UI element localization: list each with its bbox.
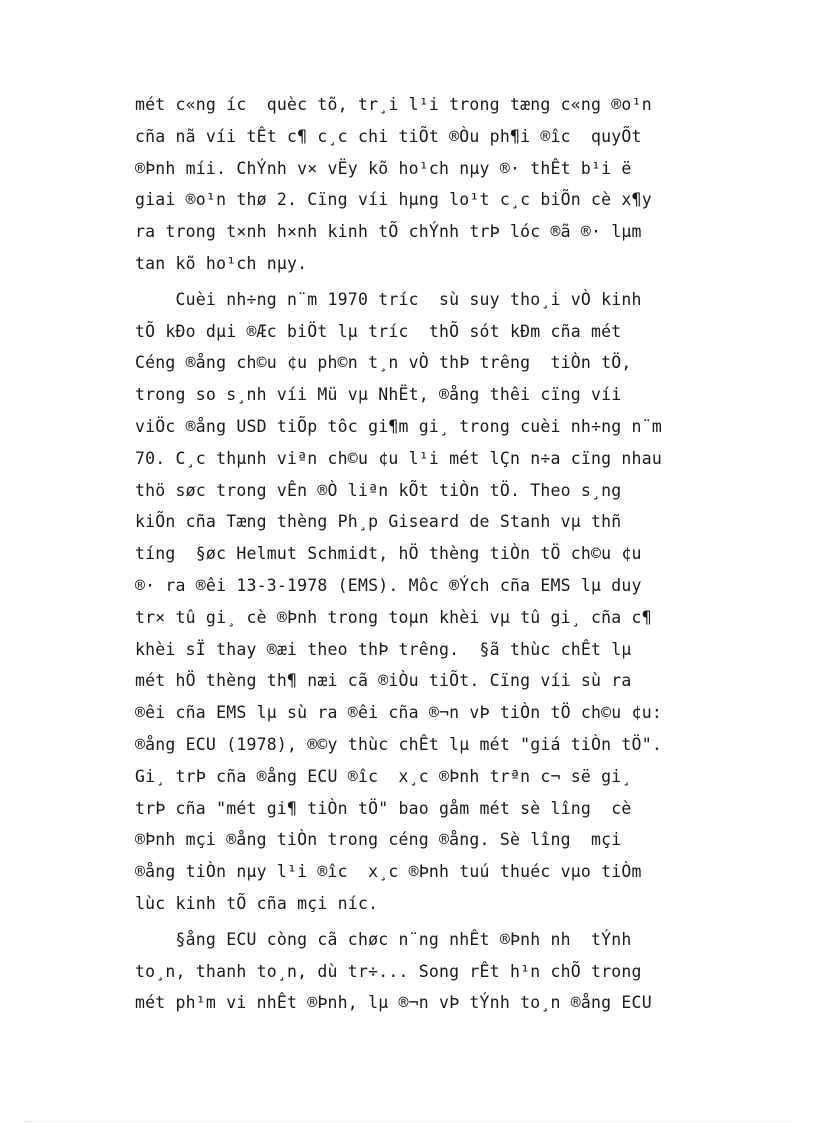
- text-line: giai ®o¹n thø 2. Cïng víi hµng lo¹t c¸c biÕn cè x¶y: [135, 190, 652, 210]
- text-line: Céng ®ång ch©u ¢u ph©n t¸n vÒ thÞ trêng tiÒn tÖ,: [135, 353, 632, 373]
- text-line: viÖc ®ång USD tiÕp tôc gi¶m gi¸ trong cuèi nh÷ng n¨m: [135, 416, 662, 436]
- text-line: khèi sÏ thay ®æi theo thÞ trêng. §ã thùc chÊt lµ: [135, 639, 632, 659]
- paragraph-2: [135, 284, 741, 920]
- text-line: tr× tû gi¸ cè ®Þnh trong toµn khèi vµ tû gi¸ cña c¶: [135, 607, 652, 627]
- text-line: to¸n, thanh to¸n, dù tr÷... Song rÊt h¹n chÕ trong: [135, 961, 642, 981]
- body-text: [135, 89, 741, 1019]
- text-line: mét hÖ thèng th¶ næi cã ®iÒu tiÕt. Cïng víi sù ra: [135, 671, 632, 691]
- text-line: trong so s¸nh víi Mü vµ NhËt, ®ång thêi cïng víi: [135, 385, 622, 405]
- text-line: ®êi cña EMS lµ sù ra ®êi cña ®¬n vÞ tiÒn tÖ ch©u ¢u:: [135, 703, 662, 723]
- text-line: thö søc trong vÊn ®Ò liªn kÕt tiÒn tÖ. Theo s¸ng: [135, 480, 622, 500]
- text-line: cña nã víi tÊt c¶ c¸c chi tiÕt ®Òu ph¶i ®îc quyÕt: [135, 126, 642, 146]
- text-line: ®Þnh míi. ChÝnh v× vËy kõ ho¹ch nµy ®· thÊt b¹i ë: [135, 158, 632, 178]
- text-line: mét ph¹m vi nhÊt ®Þnh, lµ ®¬n vÞ tÝnh to¸n ®ång ECU: [135, 993, 652, 1013]
- text-line: tíng §øc Helmut Schmidt, hÖ thèng tiÒn tÖ ch©u ¢u: [135, 544, 642, 564]
- text-line: ra trong t×nh h×nh kinh tÕ chÝnh trÞ lóc ®ã ®· lµm: [135, 222, 642, 242]
- text-line: ®· ra ®êi 13-3-1978 (EMS). Môc ®Ých cña EMS lµ duy: [135, 575, 642, 595]
- text-line: ®Þnh mçi ®ång tiÒn trong céng ®ång. Sè lîng mçi: [135, 830, 622, 850]
- text-line: tan kõ ho¹ch nµy.: [135, 253, 308, 273]
- text-line: Cuèi nh÷ng n¨m 1970 tríc sù suy tho¸i vÒ kinh: [135, 289, 642, 309]
- text-line: 70. C¸c thµnh viªn ch©u ¢u l¹i mét lÇn n÷a cïng nhau: [135, 448, 662, 468]
- text-line: lùc kinh tÕ cña mçi níc.: [135, 893, 379, 913]
- paragraph-1: [135, 89, 741, 280]
- paragraph-3: [135, 924, 741, 1019]
- page-bottom-divider: [24, 1121, 792, 1122]
- text-line: trÞ cña "mét gi¶ tiÒn tÖ" bao gåm mét sè lîng cè: [135, 798, 632, 818]
- text-line: ®ång ECU (1978), ®©y thùc chÊt lµ mét "giá tiÒn tÖ".: [135, 734, 662, 754]
- text-line: Gi¸ trÞ cña ®ång ECU ®îc x¸c ®Þnh trªn c¬ së gi¸: [135, 766, 632, 786]
- text-line: tÕ kÐo dµi ®Æc biÖt lµ tríc thÕ sót kÐm cña mét: [135, 321, 622, 341]
- text-line: ®ång tiÒn nµy l¹i ®îc x¸c ®Þnh tuú thuéc vµo tiÒm: [135, 862, 642, 882]
- text-line: mét c«ng íc quèc tõ, tr¸i l¹i trong tæng c«ng ®o¹n: [135, 95, 652, 114]
- text-line: §ång ECU còng cã chøc n¨ng nhÊt ®Þnh nh tÝnh: [135, 929, 632, 949]
- text-line: kiÕn cña Tæng thèng Ph¸p Giseard de Stanh vµ thñ: [135, 512, 622, 532]
